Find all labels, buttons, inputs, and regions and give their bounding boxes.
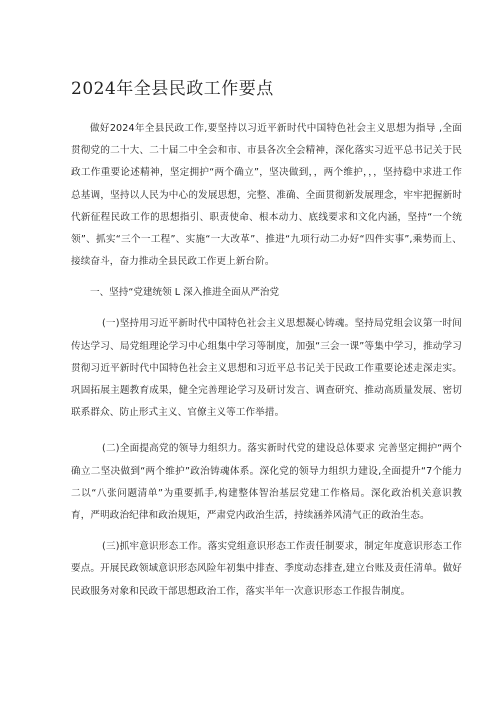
item-paragraph-3: (三)抓牢意识形态工作。落实党组意识形态工作责任制要求，制定年度意识形态工作要点。开展民政领域意识形态风险年初集中排查、季度动态排查,建立台账及责任清单。做好民政服务对象和民政干部思想政治工作，落实半年一次意识形态工作报告制度。 — [71, 541, 462, 597]
section-heading-1: 一、坚持“党建统领 L 深入推进全面从严治党 — [90, 287, 280, 299]
intro-paragraph: 做好2024年全县民政工作,要坚持以习近平新时代中国特色社会主义思想为指导 ,全面贯彻党的二十大、二十届二中全会和市、市县各次全会精神，深化落实习近平总书记关于民政工作重要论述精神，坚定拥护“两个确立”，坚决做到，，两个维护，，，坚持稳中求进工作总基调，坚持以人民为中心的发展思想，完整、准确、全面贯彻新发展理念，牢牢把握新时代新征程民政工作的思想指引、职责使命、根本动力、底线要求和文化内涵，坚持“一个统领”、抓实“三个一工程”、实施“一大改革”、推进“九项行动二办好“四件实事”,乘势而上、接续奋斗，奋力推动全县民政工作更上新台阶。 — [71, 123, 462, 268]
document-title: 2024年全县民政工作要点 — [71, 79, 274, 99]
item-paragraph-2: (二)全面提高党的领导力组织力。落实新时代党的建设总体要求 完善坚定拥护“两个确立二坚决做到“两个维护”政治铸魂体系。深化党的领导力组织力建设,全面提升“7个能力二以“八张问题清单”为重要抓手,构建整体智治基层党建工作格局。深化政治机关意识教育，严明政治纪律和政治规矩，严肃党内政治生活，持续涵养风清气正的政治生态。 — [71, 443, 462, 522]
item-paragraph-1: (一)坚持用习近平新时代中国特色社会主义思想凝心铸魂。坚持局党组会议第一时间传达学习、局党组理论学习中心组集中学习等制度，加强“三会一课”等集中学习，推动学习贯彻习近平新时代中国特色社会主义思想和习近平总书记关于民政工作重要论述走深走实。巩固拓展主题教育成果，健全完善理论学习及研讨发言、调查研究、推动高质量发展、密切联系群众、防止形式主义、官僚主义等工作举措。 — [71, 318, 462, 419]
